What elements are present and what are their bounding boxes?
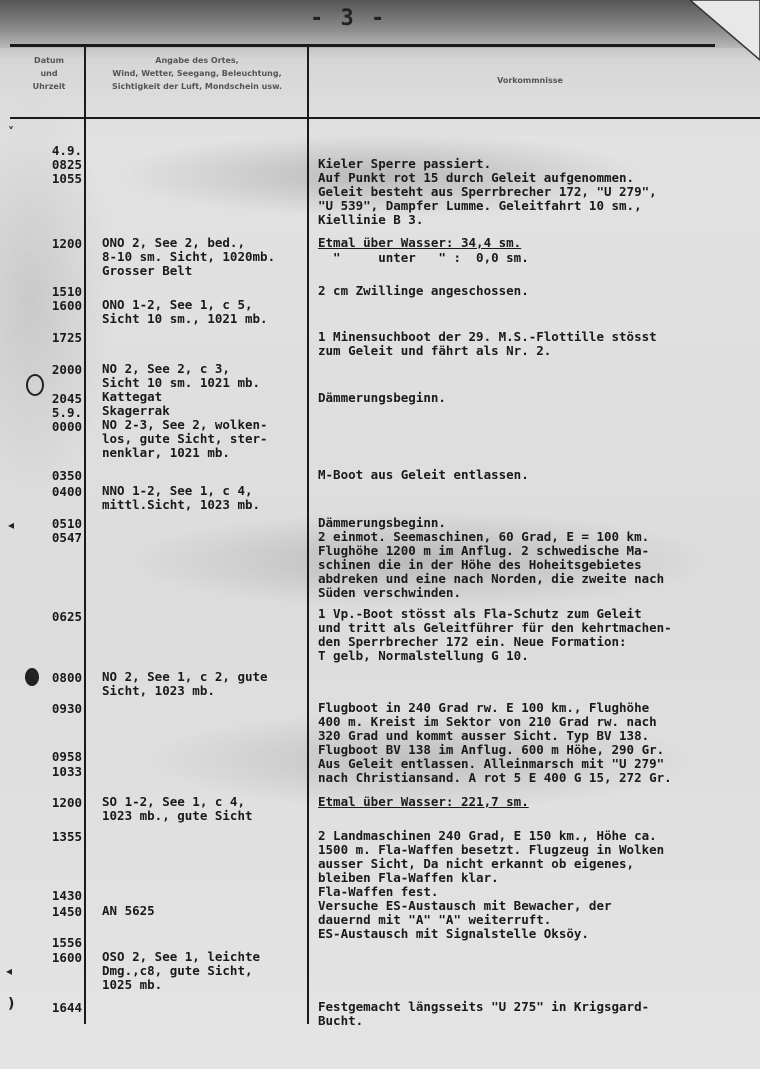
- time-entry: 1725: [51, 330, 82, 345]
- time-entry: 1644: [51, 1000, 82, 1015]
- corner-fold-graphic: [690, 0, 760, 70]
- event-entry: Festgemacht längsseits "U 275" in Krigsgard- Bucht.: [318, 999, 650, 1028]
- weather-entry: ONO 1-2, See 1, c 5, Sicht 10 sm., 1021 mb.: [102, 297, 268, 326]
- event-entry: 2 cm Zwillinge angeschossen.: [318, 283, 529, 298]
- header-location-weather: [90, 54, 304, 93]
- event-entry: " unter " : 0,0 sm.: [318, 250, 529, 265]
- time-entry: 4.9.: [51, 143, 82, 158]
- header-date-line-3: Uhrzeit: [32, 82, 66, 91]
- time-entry: 2045: [51, 391, 82, 406]
- time-entry: 0400: [51, 484, 82, 499]
- column-rule-1: [84, 44, 86, 1024]
- header-location-line-1: Angabe des Ortes,: [155, 56, 239, 65]
- event-entry: Kieler Sperre passiert. Auf Punkt rot 15 durch Geleit aufgenommen. Geleit besteht aus Sperrbrecher 172, "U 279", "U 539", Dampfer Lumme. Geleitfahrt 10 sm., Kiellinie B 3.: [318, 156, 657, 227]
- weather-entry: SO 1-2, See 1, c 4, 1023 mb., gute Sicht: [102, 794, 253, 823]
- event-entry: Etmal über Wasser: 34,4 sm.: [318, 235, 522, 250]
- weather-entry: NNO 1-2, See 1, c 4, mittl.Sicht, 1023 mb.: [102, 483, 261, 512]
- event-entry: 1 Minensuchboot der 29. M.S.-Flottille stösst zum Geleit und fährt als Nr. 2.: [318, 329, 657, 358]
- weather-entry: NO 2, See 2, c 3, Sicht 10 sm. 1021 mb. Kattegat Skagerrak NO 2-3, See 2, wolken- los, gute Sicht, ster- nenklar, 1021 mb.: [102, 361, 268, 460]
- time-entry: 1200: [51, 795, 82, 810]
- header-top-rule: [10, 44, 715, 47]
- time-entry: 1055: [51, 171, 82, 186]
- event-entry: Flugboot in 240 Grad rw. E 100 km., Flughöhe 400 m. Kreist im Sektor von 210 Grad rw. nach 320 Grad und kommt ausser Sicht. Typ BV 138. Flugboot BV 138 im Anflug. 600 m Höhe, 290 Gr. Aus Geleit entlassen. Alleinmarsch mit "U 279" nach Christiansand. A rot 5 E 400 G 15, 272 Gr.: [318, 700, 672, 785]
- weather-entry: OSO 2, See 1, leichte Dmg.,c8, gute Sicht, 1025 mb.: [102, 949, 261, 992]
- time-entry: 0958: [51, 749, 82, 764]
- header-location-line-3: Sichtigkeit der Luft, Mondschein usw.: [111, 82, 283, 91]
- margin-tick-mark-3: ◂: [6, 964, 13, 978]
- event-entry: 2 Landmaschinen 240 Grad, E 150 km., Höhe ca. 1500 m. Fla-Waffen besetzt. Flugzeug in Wolken ausser Sicht, Da nicht erkannt ob eigenes, bleiben Fla-Waffen klar. Fla-Waffen fest. Versuche ES-Austausch mit Bewacher, der dauernd mit "A" "A" weiterruft. ES-Austausch mit Signalstelle Oksöy.: [318, 828, 665, 941]
- header-events-label: Vorkommnisse: [497, 76, 563, 85]
- time-entry: 1430: [51, 888, 82, 903]
- time-entry: 1510: [51, 284, 82, 299]
- margin-tick-mark-4: ): [8, 996, 15, 1012]
- event-entry: M-Boot aus Geleit entlassen.: [318, 467, 529, 482]
- time-entry: 1200: [51, 236, 82, 251]
- time-entry: 0510: [51, 516, 82, 531]
- time-entry: 0800: [51, 670, 82, 685]
- event-entry: Etmal über Wasser: 221,7 sm.: [318, 794, 529, 809]
- time-entry: 2000: [51, 362, 82, 377]
- time-entry: 0625: [51, 609, 82, 624]
- event-entry: Dämmerungsbeginn. 2 einmot. Seemaschinen, 60 Grad, E = 100 km. Flughöhe 1200 m im Anflug. 2 schwedische Ma- schinen die in der Höhe des Hoheitsgebietes abdreken und eine nach Norden, die zweite nach Süden verschwinden.: [318, 515, 665, 600]
- column-rule-2: [307, 44, 309, 1024]
- time-entry: 0000: [51, 419, 82, 434]
- weather-entry: AN 5625: [102, 903, 155, 918]
- time-entry: 1556: [51, 935, 82, 950]
- weather-entry: NO 2, See 1, c 2, gute Sicht, 1023 mb.: [102, 669, 268, 698]
- time-entry: 0825: [51, 157, 82, 172]
- event-entry: Dämmerungsbeginn.: [318, 390, 446, 405]
- header-bottom-rule: [10, 117, 760, 119]
- time-entry: 1450: [51, 904, 82, 919]
- header-date-line-1: Datum: [34, 56, 64, 65]
- header-events: [320, 74, 740, 87]
- time-entry: 0547: [51, 530, 82, 545]
- time-entry: 1600: [51, 950, 82, 965]
- margin-tick-mark-2: ◂: [8, 518, 15, 532]
- time-entry: 0930: [51, 701, 82, 716]
- page-number: - 3 -: [310, 6, 387, 31]
- header-date-time: [22, 54, 76, 93]
- time-entry: 1355: [51, 829, 82, 844]
- time-entry: 1033: [51, 764, 82, 779]
- event-entry: 1 Vp.-Boot stösst als Fla-Schutz zum Geleit und tritt als Geleitführer für den kehrtmachen- den Sperrbrecher 172 ein. Neue Formation: T gelb, Normalstellung G 10.: [318, 606, 672, 663]
- time-entry: 5.9.: [51, 405, 82, 420]
- time-entry: 0350: [51, 468, 82, 483]
- time-entry: 1600: [51, 298, 82, 313]
- weather-entry: ONO 2, See 2, bed., 8-10 sm. Sicht, 1020mb. Grosser Belt: [102, 235, 276, 278]
- margin-tick-mark: ˅: [8, 125, 14, 139]
- header-location-line-2: Wind, Wetter, Seegang, Beleuchtung,: [112, 69, 282, 78]
- header-date-line-2: und: [40, 69, 58, 78]
